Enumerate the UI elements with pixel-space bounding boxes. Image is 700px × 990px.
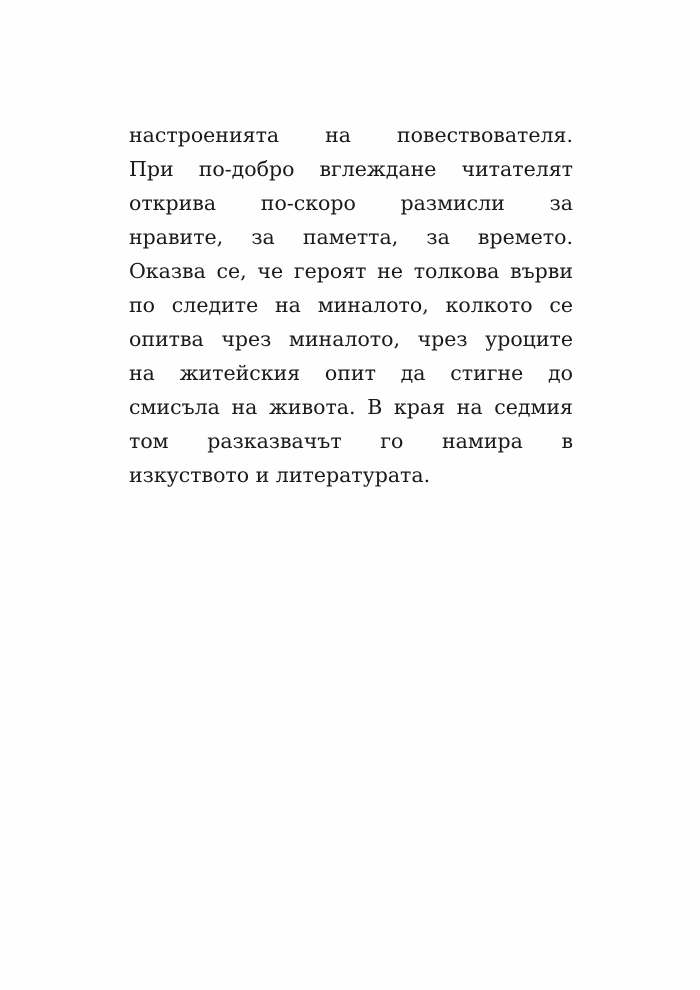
text-line: опитва чрез миналото, чрез уроците — [129, 327, 573, 351]
text-line: При по-добро вглеждане читателят — [129, 157, 573, 181]
text-line: смисъла на живота. В края на седмия — [129, 395, 573, 419]
body-text — [129, 118, 573, 492]
text-line: открива по-скоро размисли за — [129, 191, 573, 215]
text-line-last: изкуството и литературата. — [129, 463, 431, 487]
text-line: по следите на миналото, колкото се — [129, 293, 573, 317]
text-line: том разказвачът го намира в — [129, 429, 573, 453]
text-line: Оказва се, че героят не толкова върви — [129, 259, 573, 283]
text-line: настроенията на повествователя. — [129, 123, 573, 147]
text-line: нравите, за паметта, за времето. — [129, 225, 573, 249]
text-line: на житейския опит да стигне до — [129, 361, 573, 385]
